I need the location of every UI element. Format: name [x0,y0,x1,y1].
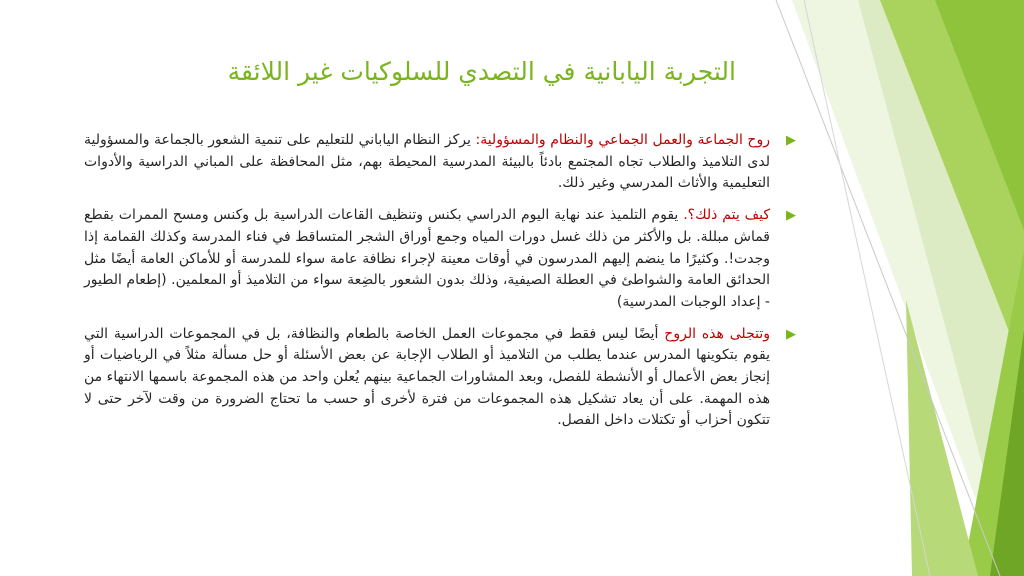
bullet-paragraph-2 [84,205,796,314]
bullet-arrow-icon: ▶ [786,208,796,224]
bullet-arrow-icon: ▶ [786,326,796,342]
slide-body [84,130,796,442]
bullet-paragraph-1 [84,130,796,195]
paragraph-lead: كيف يتم ذلك؟. [683,207,770,224]
paragraph-body: أيضًا ليس فقط في مجموعات العمل الخاصة بالطعام والنظافة، بل في المجموعات الدراسية التي يقوم بتكوينها المدرس عندما يطلب من التلاميذ أو الطلاب الإجابة عن بعض الأسئلة أو حل مسألة مثلاً في الرياضيات أو إنجاز بعض الأعمال أو الأنشطة للفصل، وبعد المشاورات الجماعية بينهم يُعلن واحد من هذه المجموعة باسمها الانتهاء من هذه المهمة. على أن يعاد تشكيل هذه المجموعات من فترة لأخرى أو حسب ما تحتاج الضرورة من وقت لآخر حتى لا تتكون أحزاب أو تكتلات داخل الفصل. [84,325,770,429]
slide-title: التجربة اليابانية في التصدي للسلوكيات غير اللائقة [227,57,736,86]
paragraph-lead: وتتجلى هذه الروح [664,325,770,342]
paragraph-body: يركز النظام الياباني للتعليم على تنمية الشعور بالجماعة والمسؤولية لدى التلاميذ والطلاب تجاه المجتمع بادئاً بالبيئة المدرسية المحيطة بهم، مثل المحافظة على المباني الدراسية والأدوات التعليمية والأثاث المدرسي وغير ذلك. [84,132,770,192]
paragraph-body: يقوم التلميذ عند نهاية اليوم الدراسي بكنس وتنظيف القاعات الدراسية بل وكنس ومسح الممرات بقطع قماش مبللة. بل والأكثر من ذلك غسل دورات المياه وجمع أوراق الشجر المتساقط في فناء المدرسة وكذلك القمامة إذا وجدت!. وكثيرًا ما ينضم إليهم المدرسون في أوقات معينة لإجراء نظافة عامة سواء للمدرسة أو للأماكن العامة أيضًا مثل الحدائق العامة والشواطئ في العطلة الصيفية، وذلك بدون الشعور بالضِعة سواء من التلاميذ أو المعلمين. (إطعام الطيور - إعداد الوجبات المدرسية) [84,207,770,310]
bullet-arrow-icon: ▶ [786,133,796,148]
bullet-paragraph-3 [84,324,796,433]
paragraph-lead: روح الجماعة والعمل الجماعي والنظام والمسؤولية: [475,132,770,148]
